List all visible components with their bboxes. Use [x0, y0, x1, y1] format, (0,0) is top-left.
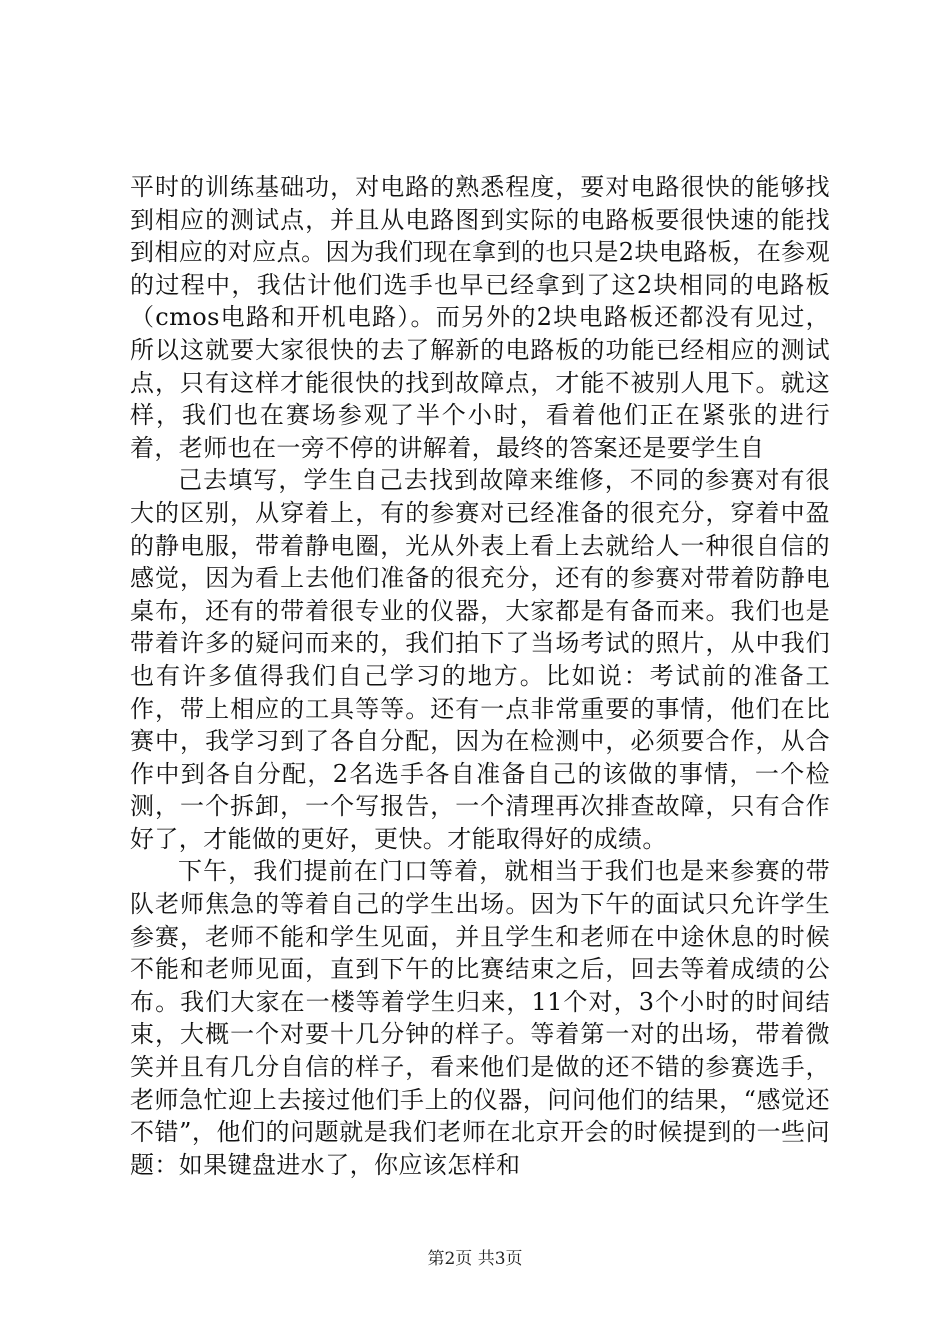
page-number-footer: 第2页 共3页	[427, 1249, 523, 1269]
paragraph-3: 下午，我们提前在门口等着，就相当于我们也是来参赛的带队老师焦急的等着自己的学生出场。因为下午的面试只允许学生参赛，老师不能和学生见面，并且学生和老师在中途休息的时候不能和老师见面，直到下午的比赛结束之后，回去等着成绩的公布。我们大家在一楼等着学生归来，11个对，3个小时的时间结束，大概一个对要十几分钟的样子。等着第一对的出场，带着微笑并且有几分自信的样子，看来他们是做的还不错的参赛选手，老师急忙迎上去接过他们手上的仪器，问问他们的结果，“感觉还不错”，他们的问题就是我们老师在北京开会的时候提到的一些问题：如果键盘进水了，你应该怎样和	[130, 857, 830, 1179]
paragraph-2: 己去填写，学生自己去找到故障来维修，不同的参赛对有很大的区别，从穿着上，有的参赛对已经准备的很充分，穿着中盈的静电服，带着静电圈，光从外表上看上去就给人一种很自信的感觉，因为看上去他们准备的很充分，还有的参赛对带着防静电桌布，还有的带着很专业的仪器，大家都是有备而来。我们也是带着许多的疑问而来的，我们拍下了当场考试的照片，从中我们也有许多值得我们自己学习的地方。比如说：考试前的准备工作，带上相应的工具等等。还有一点非常重要的事情，他们在比赛中，我学习到了各自分配，因为在检测中，必须要合作，从合作中到各自分配，2名选手各自准备自己的该做的事情，一个检测，一个拆卸，一个写报告，一个清理再次排查故障，只有合作好了，才能做的更好，更快。才能取得好的成绩。	[130, 466, 830, 853]
paragraph-1: 平时的训练基础功，对电路的熟悉程度，要对电路很快的能够找到相应的测试点，并且从电路图到实际的电路板要很快速的能找到相应的对应点。因为我们现在拿到的也只是2块电路板，在参观的过程中，我估计他们选手也早已经拿到了这2块相同的电路板（cmos电路和开机电路）。而另外的2块电路板还都没有见过，所以这就要大家很快的去了解新的电路板的功能已经相应的测试点，只有这样才能很快的找到故障点，才能不被别人甩下。就这样，我们也在赛场参观了半个小时，看着他们正在紧张的进行着，老师也在一旁不停的讲解着，最终的答案还是要学生自	[130, 173, 830, 462]
document-body	[130, 171, 830, 1181]
